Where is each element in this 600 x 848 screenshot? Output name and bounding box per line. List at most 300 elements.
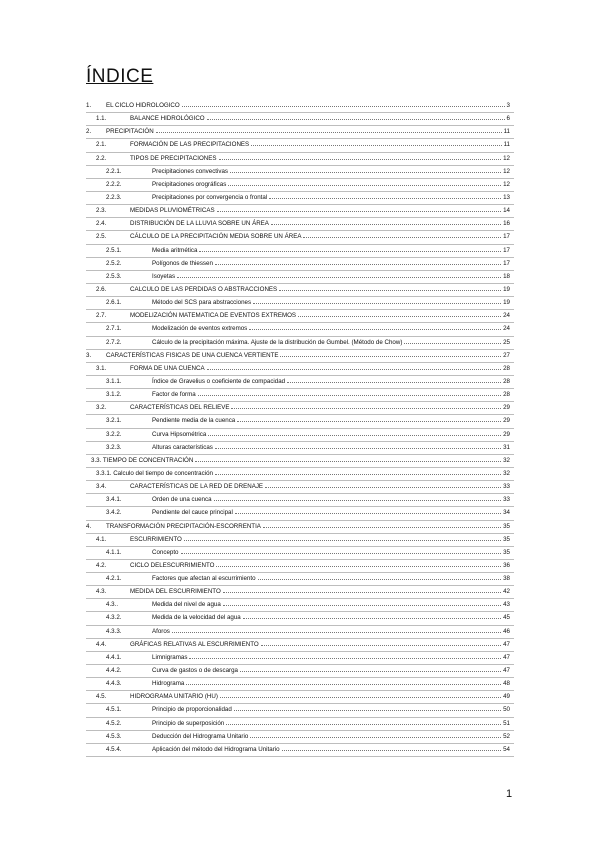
toc-entry[interactable]	[86, 586, 514, 599]
dot-leader	[214, 496, 502, 501]
toc-entry-page: 28	[503, 391, 510, 399]
dot-leader	[208, 431, 501, 436]
dot-leader	[287, 378, 501, 383]
toc-entry-line	[152, 509, 510, 516]
toc-entry[interactable]	[86, 153, 514, 166]
dot-leader	[172, 628, 501, 633]
toc-entry-label: Método del SCS para abstracciones	[152, 299, 252, 307]
toc-entry-label: Medida del nivel de agua	[152, 601, 221, 609]
dot-leader	[249, 325, 501, 330]
toc-entry-page: 46	[503, 627, 510, 635]
toc-entry-label: Media aritmética	[152, 246, 198, 254]
toc-entry-line	[152, 273, 510, 280]
toc-entry-page: 51	[503, 719, 510, 727]
dot-leader	[250, 733, 501, 738]
toc-entry-line	[152, 299, 510, 306]
toc-entry-label: CARACTERÍSTICAS DEL RELIEVE	[130, 404, 230, 412]
toc-entry-label: Curva Hipsométrica	[152, 430, 207, 438]
toc-entry[interactable]	[86, 560, 514, 573]
toc-entry-line	[130, 562, 510, 569]
dot-leader	[215, 260, 501, 265]
toc-entry-line	[152, 667, 510, 674]
toc-entry-line	[152, 194, 510, 201]
toc-entry-label: Medida de la velocidad del agua	[152, 614, 241, 622]
toc-entry-number: 4.3.	[96, 588, 107, 596]
toc-entry-label: Aforos	[152, 627, 170, 635]
toc-entry[interactable]	[86, 612, 514, 625]
dot-leader	[207, 115, 505, 120]
toc-entry-number: 3.1.1.	[106, 377, 122, 385]
dot-leader	[234, 706, 501, 711]
dot-leader	[279, 286, 501, 291]
page-number: 1	[506, 788, 513, 800]
dot-leader	[261, 641, 501, 646]
toc-entry-line	[130, 483, 510, 490]
toc-entry-number: 4.1.1.	[106, 548, 122, 556]
toc-entry-page: 19	[503, 285, 510, 293]
toc-entry[interactable]	[86, 100, 514, 113]
toc-entry-number: 3.2.3.	[106, 443, 122, 451]
toc-entry-page: 36	[503, 561, 510, 569]
toc-entry-number: 3.4.1.	[106, 496, 122, 504]
toc-entry-label: Modelización de eventos extremos	[152, 325, 248, 333]
toc-entry-page: 35	[503, 548, 510, 556]
dot-leader	[298, 312, 501, 317]
toc-entry-line	[130, 641, 510, 648]
toc-entry-number: 4.5.4.	[106, 745, 122, 753]
toc-entry-line	[130, 312, 510, 319]
dot-leader	[223, 601, 501, 606]
toc-entry-page: 33	[503, 496, 510, 504]
toc-entry[interactable]	[86, 691, 514, 704]
dot-leader	[189, 654, 501, 659]
toc-entry[interactable]	[86, 599, 514, 612]
toc-entry-number: 4.2.1.	[106, 575, 122, 583]
toc-entry-label: Curva de gastos o de descarga	[152, 667, 238, 675]
toc-entry-line	[130, 404, 510, 411]
toc-entry-label: CICLO DELESCURRIMIENTO	[130, 561, 215, 569]
toc-entry-line	[152, 614, 510, 621]
toc-entry-number: 2.5.1.	[106, 246, 122, 254]
dot-leader	[207, 365, 502, 370]
dot-leader	[177, 273, 501, 278]
toc-entry-line	[130, 536, 510, 543]
dot-leader	[198, 391, 501, 396]
toc-entry-label: HIDROGRAMA UNITARIO (HU)	[130, 693, 218, 701]
toc-entry-page: 28	[503, 377, 510, 385]
toc-entry-number: 4.3.3.	[106, 627, 122, 635]
toc-entry-label: Limnigramas	[152, 653, 188, 661]
toc-entry-label: Orden de una cuenca	[152, 496, 212, 504]
toc-entry[interactable]	[86, 521, 514, 534]
toc-entry-line	[152, 260, 510, 267]
toc-entry[interactable]	[86, 323, 514, 336]
toc-entry-page: 24	[503, 312, 510, 320]
toc-entry-label: Alturas características	[152, 443, 213, 451]
toc-entry-number: 4.5.2.	[106, 719, 122, 727]
toc-entry[interactable]	[86, 310, 514, 323]
toc-entry-page: 18	[503, 272, 510, 280]
toc-entry-page: 11	[503, 128, 510, 136]
dot-leader	[269, 194, 501, 199]
dot-leader	[215, 444, 501, 449]
toc-entry-line	[152, 746, 510, 753]
toc-entry-number: 2.5.3.	[106, 272, 122, 280]
toc-entry-page: 16	[503, 220, 510, 228]
dot-leader	[258, 575, 502, 580]
toc-entry-line	[106, 523, 510, 530]
toc-entry-line	[152, 720, 510, 727]
toc-entry[interactable]	[86, 126, 514, 139]
toc-entry-number: 4.3.2.	[106, 614, 122, 622]
toc-entry[interactable]	[86, 337, 514, 350]
toc-entry[interactable]	[86, 534, 514, 547]
toc-entry-page: 38	[503, 575, 510, 583]
toc-entry[interactable]	[86, 389, 514, 402]
toc-entry[interactable]	[86, 455, 514, 468]
dot-leader	[243, 614, 501, 619]
dot-leader	[271, 220, 501, 225]
toc-entry-number: 2.2.1.	[106, 167, 122, 175]
toc-entry[interactable]	[86, 573, 514, 586]
toc-entry[interactable]	[86, 192, 514, 205]
dot-leader	[226, 720, 501, 725]
toc-entry-number: 2.2.	[96, 154, 107, 162]
toc-entry-label: Principio de superposición	[152, 719, 225, 727]
toc-entry-line	[152, 378, 510, 385]
toc-entry[interactable]	[86, 442, 514, 455]
toc-entry-page: 28	[503, 364, 510, 372]
toc-entry-number: 3.2.	[96, 404, 107, 412]
dot-leader	[263, 523, 501, 528]
toc-entry-line	[130, 365, 510, 372]
toc-entry-label: Factor de forma	[152, 391, 196, 399]
toc-entry[interactable]	[86, 205, 514, 218]
toc-entry[interactable]	[86, 402, 514, 415]
toc-entry-page: 11	[503, 141, 510, 149]
dot-leader	[235, 509, 501, 514]
toc-entry[interactable]	[86, 376, 514, 389]
toc-entry-page: 52	[503, 732, 510, 740]
toc-entry-line	[130, 207, 510, 214]
toc-entry-line	[152, 181, 510, 188]
toc-entry-label: 3.3.1. Calculo del tiempo de concentración	[96, 469, 213, 477]
toc-entry-line	[106, 128, 510, 135]
toc-entry-page: 12	[503, 167, 510, 175]
toc-entry[interactable]	[86, 718, 514, 731]
toc-entry[interactable]	[86, 626, 514, 639]
toc-entry-number: 2.3.	[96, 207, 107, 215]
toc-entry-label: Concepto	[152, 548, 179, 556]
toc-entry-number: 2.7.1.	[106, 325, 122, 333]
toc-entry[interactable]	[86, 218, 514, 231]
toc-entry-number: 2.6.1.	[106, 299, 122, 307]
toc-entry-page: 3	[506, 102, 510, 109]
toc-entry-line	[106, 352, 510, 359]
toc-entry-page: 29	[503, 404, 510, 412]
toc-entry-page: 29	[503, 417, 510, 425]
toc-entry[interactable]	[86, 245, 514, 258]
toc-entry-number: 4.5.3.	[106, 732, 122, 740]
dot-leader	[215, 470, 501, 475]
toc-entry-line	[130, 693, 510, 700]
toc-entry-number: 2.2.3.	[106, 193, 122, 201]
toc-entry[interactable]	[86, 665, 514, 678]
dot-leader	[303, 233, 501, 238]
dot-leader	[404, 339, 501, 344]
toc-entry-page: 54	[503, 745, 510, 753]
toc-entry-line	[130, 588, 510, 595]
toc-entry-page: 14	[503, 207, 510, 215]
toc-entry-label: Polígonos de thiessen	[152, 259, 213, 267]
toc-entry-line	[152, 654, 510, 661]
toc-entry-page: 48	[503, 680, 510, 688]
toc-entry-line	[152, 431, 510, 438]
toc-entry-line	[130, 286, 510, 293]
toc-entry-line	[152, 339, 510, 346]
toc-entry[interactable]	[86, 744, 514, 757]
toc-entry-line	[152, 496, 510, 503]
toc-entry-line	[152, 575, 510, 582]
toc-entry-number: 2.6.	[96, 285, 107, 293]
toc-entry-label: Cálculo de la precipitación máxima. Ajuste de la distribución de Gumbel. (Método de Chow)	[152, 338, 403, 346]
toc-entry[interactable]	[86, 231, 514, 244]
toc-entry[interactable]	[86, 652, 514, 665]
toc-entry-page: 6	[506, 115, 510, 123]
toc-entry[interactable]	[86, 494, 514, 507]
toc-entry[interactable]	[86, 258, 514, 271]
toc-entry-number: 3.4.2.	[106, 509, 122, 517]
toc-entry-page: 45	[503, 614, 510, 622]
toc-entry-label: Factores que afectan al escurrimiento	[152, 575, 256, 583]
toc-entry-page: 17	[503, 259, 510, 267]
toc-entry-page: 19	[503, 299, 510, 307]
toc-entry-page: 34	[503, 509, 510, 517]
toc-entry-label: FORMACIÓN DE LAS PRECIPITACIONES	[130, 141, 250, 149]
toc-entry-number: 1.1.	[96, 115, 107, 123]
toc-entry-number: 4.	[86, 522, 92, 530]
dot-leader	[240, 667, 501, 672]
dot-leader	[251, 141, 501, 146]
toc-entry-line	[152, 247, 510, 254]
toc-entry-number: 1.	[86, 102, 92, 109]
toc-entry[interactable]	[86, 639, 514, 652]
toc-entry-number: 4.3..	[106, 601, 119, 609]
toc-entry-label: FORMA DE UNA CUENCA	[130, 364, 205, 372]
toc-entry-page: 13	[503, 193, 510, 201]
toc-entry-number: 2.4.	[96, 220, 107, 228]
dot-leader	[216, 562, 501, 567]
toc-entry-line	[152, 168, 510, 175]
toc-entry-label: Precipitaciones por convergencia o frontal	[152, 193, 268, 201]
toc-entry-line	[152, 549, 510, 556]
toc-entry-number: 4.4.	[96, 640, 107, 648]
toc-entry[interactable]	[86, 363, 514, 376]
toc-entry-page: 50	[503, 706, 510, 714]
toc-entry-label: Precipitaciones convectivas	[152, 167, 229, 175]
toc-entry-page: 47	[503, 640, 510, 648]
toc-entry-line	[106, 102, 510, 109]
toc-entry-label: TRANSFORMACIÓN PRECIPITACIÓN-ESCORRENTIA	[106, 522, 261, 530]
toc-entry-number: 3.1.	[96, 364, 107, 372]
dot-leader	[156, 128, 502, 133]
toc-entry-label: Pendiente media de la cuenca	[152, 417, 236, 425]
toc-entry-label: Isoyetas	[152, 272, 176, 280]
toc-entry-label: TIPOS DE PRECIPITACIONES	[130, 154, 217, 162]
toc-entry-label: Aplicación del método del Hidrograma Unitario	[152, 745, 280, 753]
dot-leader	[199, 247, 501, 252]
toc-entry-line	[130, 233, 510, 240]
toc-entry-number: 3.4.	[96, 483, 107, 491]
toc-entry-label: Principio de proporcionalidad	[152, 706, 232, 714]
toc-entry-label: CALCULO DE LAS PERDIDAS O ABSTRACCIONES	[130, 285, 278, 293]
toc-entry-label: EL CICLO HIDROLOGICO	[106, 102, 180, 109]
toc-entry-number: 4.5.1.	[106, 706, 122, 714]
toc-entry-line	[152, 706, 510, 713]
toc-entry-number: 2.	[86, 128, 92, 136]
dot-leader	[282, 746, 502, 751]
dot-leader	[184, 536, 501, 541]
table-of-contents	[86, 100, 514, 757]
toc-entry[interactable]	[86, 139, 514, 152]
toc-entry-page: 33	[503, 483, 510, 491]
toc-entry-line	[152, 680, 510, 687]
toc-entry[interactable]	[86, 731, 514, 744]
toc-entry-line	[152, 325, 510, 332]
toc-entry-number: 4.1.	[96, 535, 107, 543]
toc-entry-page: 32	[503, 456, 510, 464]
toc-entry-page: 31	[503, 443, 510, 451]
dot-leader	[186, 680, 501, 685]
toc-entry-number: 4.2.	[96, 561, 107, 569]
dot-leader	[220, 693, 501, 698]
toc-entry-number: 3.2.2.	[106, 430, 122, 438]
toc-entry-label: MEDIDA DEL ESCURRIMIENTO	[130, 588, 221, 596]
toc-entry-label: Índice de Gravelius o coeficiente de compacidad	[152, 377, 286, 385]
toc-entry-page: 35	[503, 535, 510, 543]
toc-entry-line	[130, 155, 510, 162]
toc-entry[interactable]	[86, 481, 514, 494]
dot-leader	[237, 417, 501, 422]
toc-entry-line	[130, 141, 510, 148]
toc-entry[interactable]	[86, 429, 514, 442]
toc-entry-line	[152, 444, 510, 451]
toc-entry-page: 47	[503, 667, 510, 675]
page-title: ÍNDICE	[86, 66, 154, 87]
dot-leader	[253, 299, 501, 304]
toc-entry-label: MEDIDAS PLUVIOMÉTRICAS	[130, 207, 215, 215]
toc-entry-line	[152, 417, 510, 424]
toc-entry-label: Pendiente del cauce principal	[152, 509, 233, 517]
toc-entry-label: BALANCE HIDROLÓGICO	[130, 115, 205, 123]
toc-entry-label: GRÁFICAS RELATIVAS AL ESCURRIMIENTO	[130, 640, 259, 648]
dot-leader	[231, 404, 501, 409]
toc-entry-label: Hidrograma	[152, 680, 185, 688]
toc-entry-line	[91, 457, 510, 464]
toc-entry[interactable]	[86, 297, 514, 310]
toc-entry[interactable]	[86, 271, 514, 284]
toc-entry-page: 27	[503, 351, 510, 359]
toc-entry[interactable]	[86, 678, 514, 691]
toc-entry-number: 4.4.2.	[106, 667, 122, 675]
toc-entry-page: 24	[503, 325, 510, 333]
toc-entry-page: 12	[503, 154, 510, 162]
toc-entry-label: Precipitaciones orográficas	[152, 180, 227, 188]
dot-leader	[217, 207, 502, 212]
toc-entry-page: 47	[503, 653, 510, 661]
toc-entry-line	[130, 115, 510, 122]
toc-entry-line	[96, 470, 510, 477]
toc-entry[interactable]	[86, 284, 514, 297]
toc-entry-number: 2.2.2.	[106, 180, 122, 188]
toc-entry-label: DISTRIBUCIÓN DE LA LLUVIA SOBRE UN ÁREA	[130, 220, 269, 228]
toc-entry-line	[152, 391, 510, 398]
toc-entry[interactable]	[86, 350, 514, 363]
toc-entry-number: 2.7.	[96, 312, 107, 320]
toc-entry-page: 35	[503, 522, 510, 530]
toc-entry-label: ESCURRIMIENTO	[130, 535, 182, 543]
dot-leader	[228, 181, 501, 186]
toc-entry-number: 2.7.2.	[106, 338, 122, 346]
dot-leader	[265, 483, 501, 488]
dot-leader	[181, 549, 502, 554]
toc-entry[interactable]	[86, 547, 514, 560]
toc-entry[interactable]	[86, 507, 514, 520]
dot-leader	[182, 102, 505, 107]
toc-entry-page: 12	[503, 180, 510, 188]
toc-entry-label: Deducción del Hidrograma Unitario	[152, 732, 249, 740]
dot-leader	[223, 588, 501, 593]
toc-entry-page: 43	[503, 601, 510, 609]
toc-entry-label: 3.3. TIEMPO DE CONCENTRACIÓN	[91, 456, 194, 464]
toc-entry-number: 4.4.3.	[106, 680, 122, 688]
toc-entry[interactable]	[86, 468, 514, 481]
toc-entry-label: CARACTERÍSTICAS DE LA RED DE DRENAJE	[130, 483, 264, 491]
dot-leader	[219, 155, 502, 160]
toc-entry-number: 3.1.2.	[106, 391, 122, 399]
toc-entry-line	[152, 733, 510, 740]
toc-entry-line	[152, 601, 510, 608]
toc-entry-number: 2.5.2.	[106, 259, 122, 267]
dot-leader	[280, 352, 501, 357]
toc-entry-number: 3.2.1.	[106, 417, 122, 425]
toc-entry-label: CARACTERÍSTICAS FISICAS DE UNA CUENCA VERTIENTE	[106, 351, 279, 359]
toc-entry-line	[152, 628, 510, 635]
toc-entry-number: 4.4.1.	[106, 653, 122, 661]
toc-entry-page: 42	[503, 588, 510, 596]
toc-entry-label: MODELIZACIÓN MATEMATICA DE EVENTOS EXTREMOS	[130, 312, 297, 320]
toc-entry-page: 32	[503, 469, 510, 477]
toc-entry[interactable]	[86, 415, 514, 428]
dot-leader	[195, 457, 501, 462]
toc-entry[interactable]	[86, 113, 514, 126]
toc-entry-number: 3.	[86, 351, 92, 359]
toc-entry-line	[130, 220, 510, 227]
toc-entry[interactable]	[86, 166, 514, 179]
toc-entry-page: 29	[503, 430, 510, 438]
toc-entry[interactable]	[86, 704, 514, 717]
toc-entry[interactable]	[86, 179, 514, 192]
toc-entry-page: 25	[503, 338, 510, 346]
toc-entry-page: 17	[503, 246, 510, 254]
toc-entry-number: 4.5.	[96, 693, 107, 701]
toc-entry-number: 2.5.	[96, 233, 107, 241]
toc-entry-label: CÁLCULO DE LA PRECIPITACIÓN MEDIA SOBRE UN ÁREA	[130, 233, 302, 241]
dot-leader	[230, 168, 501, 173]
toc-entry-label: PRECIPITACIÓN	[106, 128, 154, 136]
toc-entry-page: 49	[503, 693, 510, 701]
toc-entry-number: 2.1.	[96, 141, 107, 149]
